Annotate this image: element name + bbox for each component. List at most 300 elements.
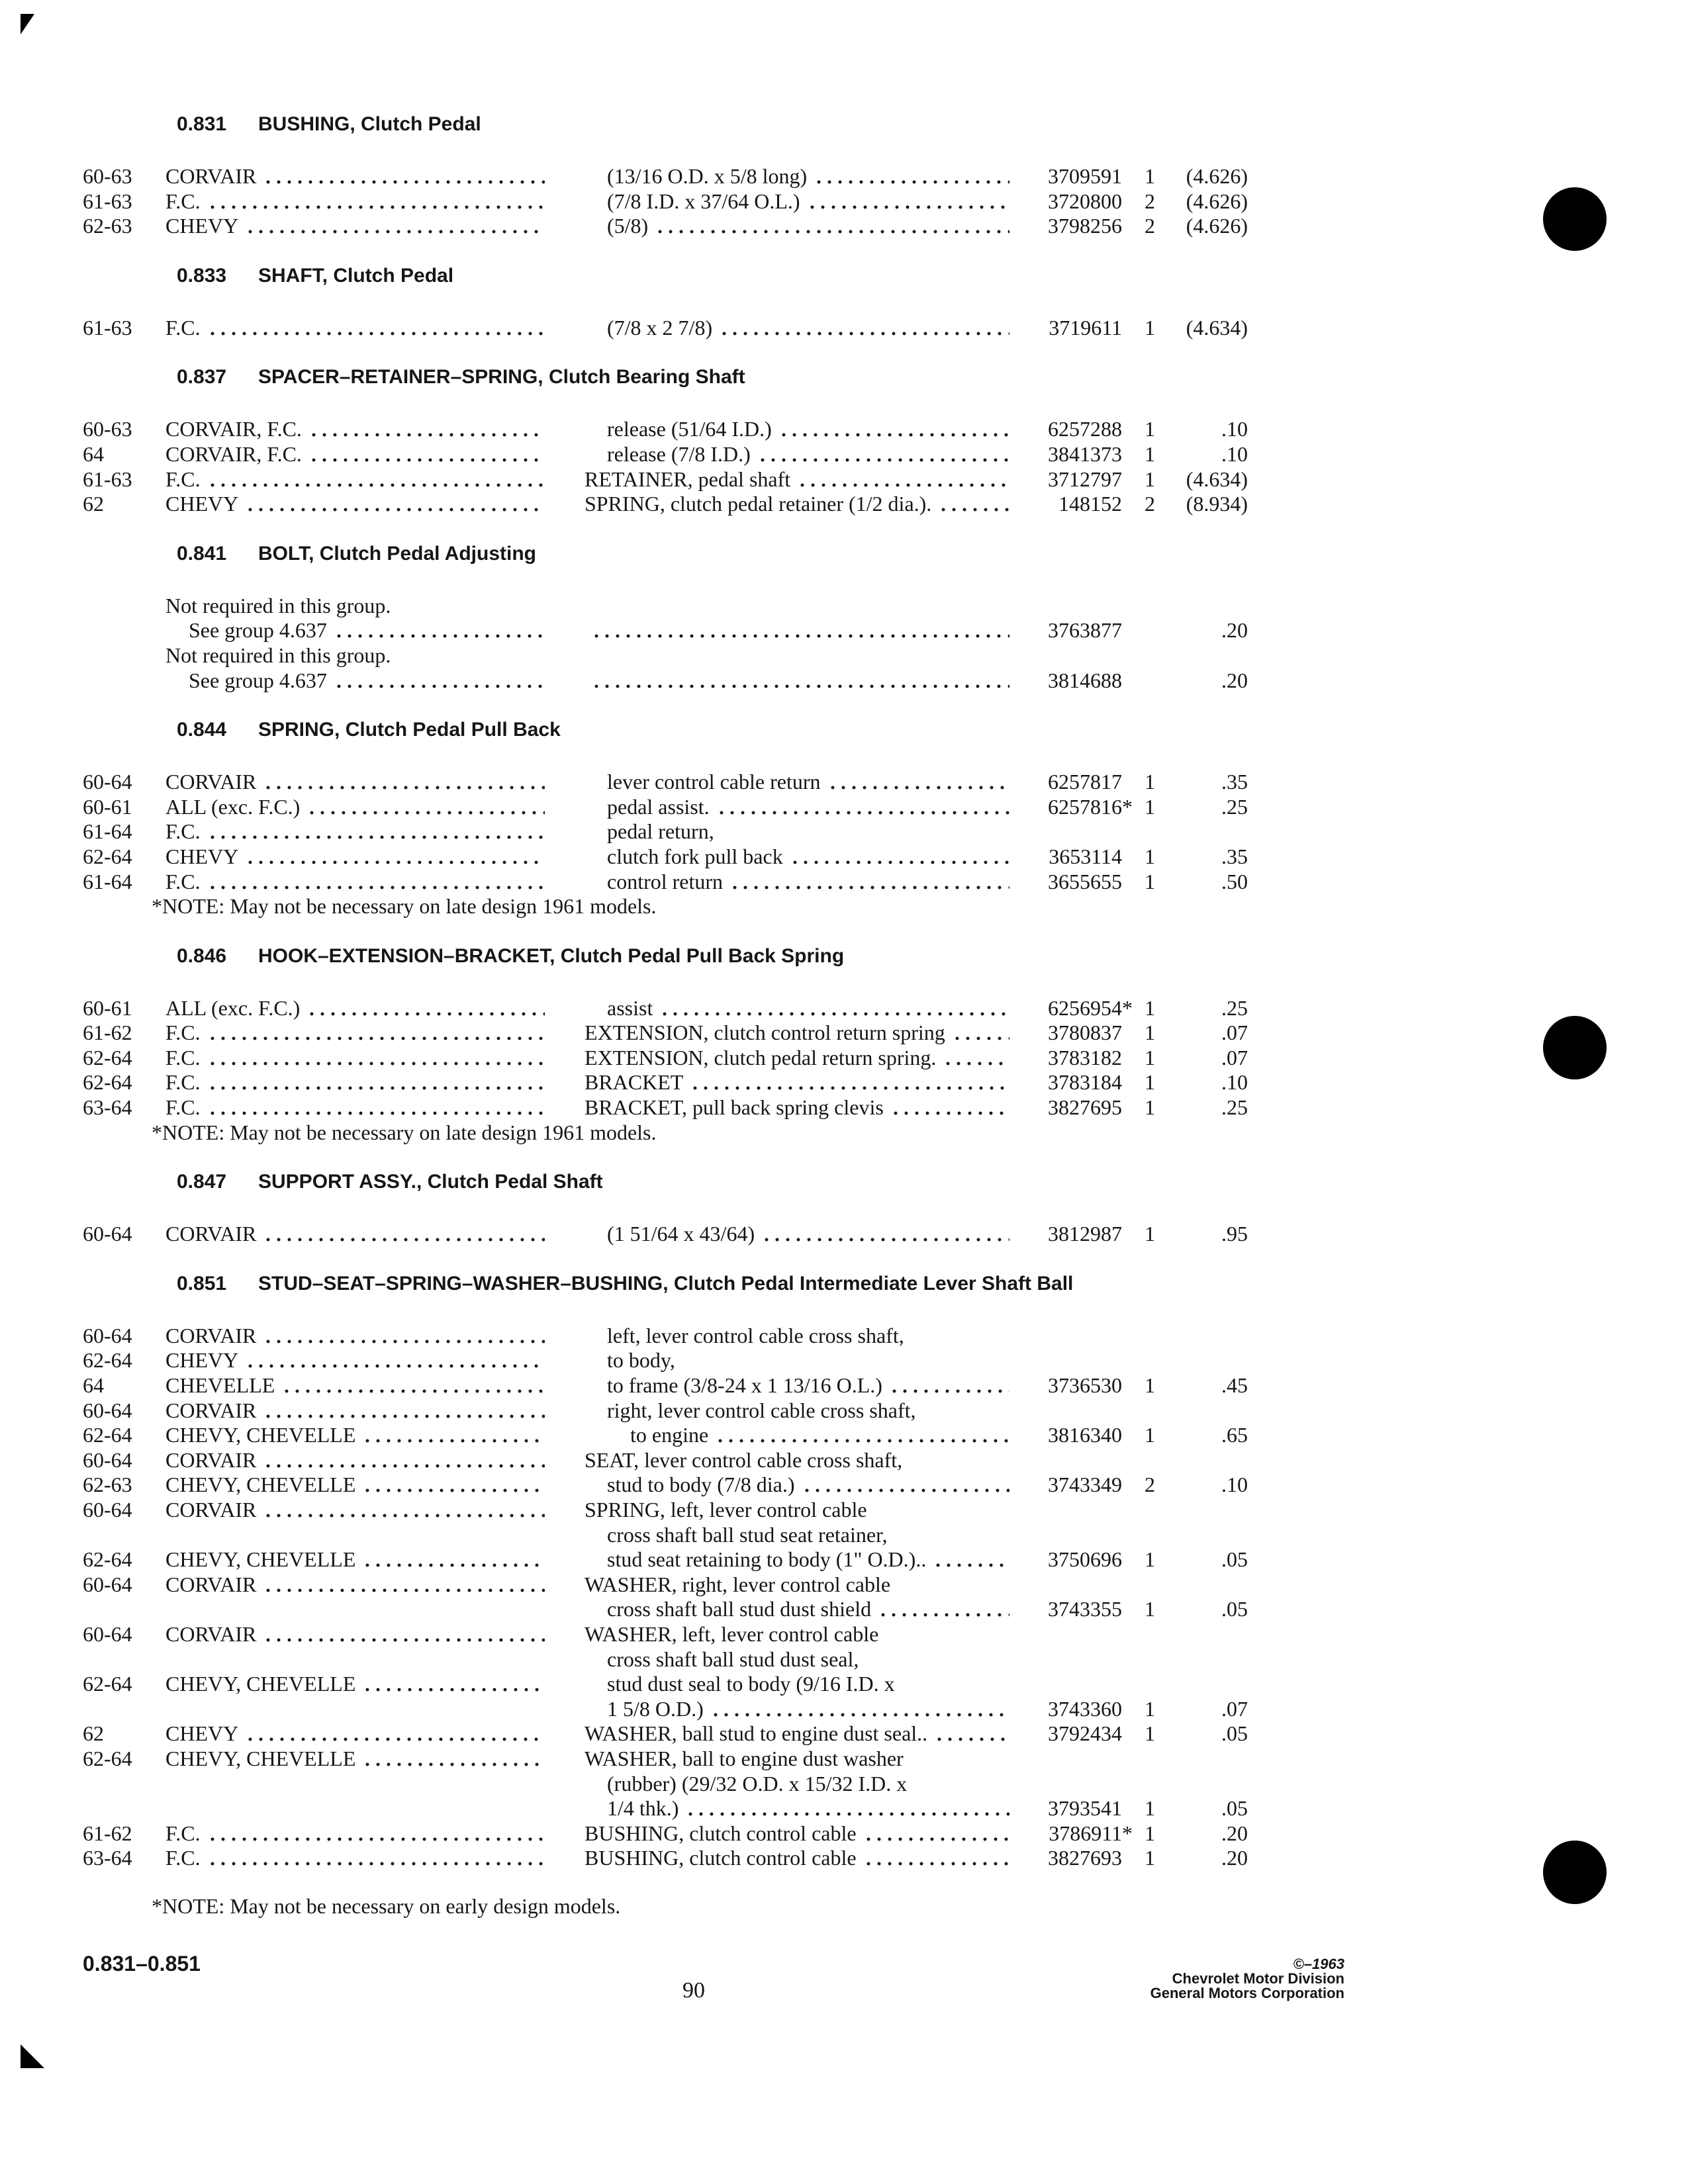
- description: (5/8): [607, 214, 649, 238]
- part-number: 3841373: [1048, 441, 1122, 466]
- parts-row: [0, 1672, 1688, 1697]
- dot-leader: [263, 1448, 545, 1473]
- parts-row: [0, 819, 1688, 844]
- model-name: CHEVY, CHEVELLE: [165, 1423, 356, 1447]
- quantity: 1: [1145, 1696, 1155, 1721]
- description-cell: [607, 870, 1009, 895]
- model-cell: [165, 844, 545, 870]
- model-cell: [165, 189, 545, 214]
- part-number: 3814688: [1048, 668, 1122, 692]
- part-number: 3719611: [1049, 315, 1122, 340]
- part-number: 6257817: [1048, 770, 1122, 794]
- description: WASHER, ball stud to engine dust seal..: [585, 1721, 928, 1746]
- note-row: [0, 1120, 1688, 1146]
- dot-leader: [263, 1572, 545, 1598]
- parts-row: [0, 1721, 1688, 1747]
- quantity: 1: [1145, 467, 1155, 491]
- year-range: 60-61: [83, 995, 132, 1020]
- quantity: 1: [1145, 1095, 1155, 1120]
- section-heading: [0, 1169, 1688, 1195]
- dot-leader: [362, 1747, 545, 1772]
- parts-row: [0, 1821, 1688, 1846]
- part-number: 6256954*: [1048, 995, 1133, 1020]
- description-cell: [585, 1046, 1009, 1071]
- quantity: 1: [1145, 1721, 1155, 1746]
- dot-leader: [245, 844, 545, 870]
- footnote: *NOTE: May not be necessary on late design 1961 models.: [152, 1120, 657, 1144]
- parts-row: [0, 417, 1688, 442]
- price-or-group: .25: [1221, 995, 1248, 1020]
- description: cross shaft ball stud dust shield: [607, 1597, 872, 1621]
- price-or-group: .20: [1221, 1821, 1248, 1845]
- year-range: 62-63: [83, 214, 132, 238]
- parts-row: [0, 1021, 1688, 1046]
- description: release (51/64 I.D.): [607, 417, 772, 441]
- model-name: CHEVY: [165, 1348, 239, 1373]
- year-range: 62-64: [83, 844, 132, 868]
- description-cell: [607, 189, 1009, 214]
- model-cell: [165, 1622, 545, 1647]
- year-range: 61-62: [83, 1821, 132, 1845]
- model-name: See group 4.637: [189, 668, 327, 692]
- part-number: 3720800: [1048, 189, 1122, 213]
- model-name: ALL (exc. F.C.): [165, 995, 301, 1020]
- parts-row: [0, 618, 1688, 643]
- dot-leader: [263, 1222, 545, 1247]
- parts-row: [0, 1572, 1688, 1598]
- model-name: F.C.: [165, 1821, 201, 1845]
- section-title: SHAFT, Clutch Pedal: [258, 264, 454, 287]
- description-cell: [585, 668, 1009, 694]
- model-name: CHEVY: [165, 844, 239, 868]
- price-or-group: .65: [1221, 1423, 1248, 1447]
- description-cell: [607, 1647, 1009, 1672]
- description: 1/4 thk.): [607, 1796, 679, 1821]
- description-cell: [607, 1222, 1009, 1247]
- description: right, lever control cable cross shaft,: [607, 1398, 916, 1422]
- model-cell: [165, 1222, 545, 1247]
- dot-leader: [757, 442, 1009, 467]
- description: BUSHING, clutch control cable: [585, 1821, 857, 1845]
- description: control return: [607, 869, 724, 893]
- model-name: CHEVY: [165, 214, 239, 238]
- description: SPRING, left, lever control cable: [585, 1498, 867, 1522]
- parts-row: [0, 1796, 1688, 1821]
- description: WASHER, ball to engine dust washer: [585, 1746, 904, 1770]
- catalog-section: [0, 541, 1688, 693]
- model-cell: [165, 1021, 545, 1046]
- description-cell: [585, 467, 1009, 492]
- quantity: 1: [1145, 1222, 1155, 1246]
- dot-leader: [207, 1046, 545, 1071]
- section-number: 0.837: [177, 366, 227, 388]
- parts-row: [0, 1772, 1688, 1797]
- part-number: 3827693: [1048, 1846, 1122, 1870]
- section-title: BOLT, Clutch Pedal Adjusting: [258, 542, 536, 565]
- model-cell: [165, 1324, 545, 1349]
- model-name: Not required in this group.: [165, 593, 391, 617]
- description-cell: [607, 795, 1009, 820]
- section-heading: [0, 263, 1688, 289]
- parts-row: [0, 1070, 1688, 1095]
- model-name: CHEVY, CHEVELLE: [165, 1746, 356, 1770]
- model-name: CHEVY: [165, 1721, 239, 1746]
- description-cell: [585, 1095, 1009, 1120]
- description-cell: [585, 1846, 1009, 1871]
- model-cell: [165, 1473, 545, 1498]
- description: SEAT, lever control cable cross shaft,: [585, 1447, 903, 1472]
- parts-row: [0, 467, 1688, 492]
- dot-leader: [207, 189, 545, 214]
- section-heading: [0, 365, 1688, 390]
- description-cell: [585, 1448, 1009, 1473]
- description-cell: [607, 770, 1009, 795]
- corner-registration-mark: [21, 2044, 44, 2068]
- part-number: 3816340: [1048, 1423, 1122, 1447]
- price-or-group: .25: [1221, 794, 1248, 819]
- model-cell: [165, 467, 545, 492]
- parts-row: [0, 1697, 1688, 1722]
- dot-leader: [790, 844, 1009, 870]
- price-or-group: .10: [1221, 417, 1248, 441]
- model-cell: [165, 1348, 545, 1373]
- model-cell: [165, 1846, 545, 1871]
- parts-row: [0, 1473, 1688, 1498]
- section-number: 0.844: [177, 719, 227, 741]
- model-cell: [165, 1423, 545, 1448]
- price-or-group: .07: [1221, 1021, 1248, 1045]
- section-number: 0.841: [177, 542, 227, 565]
- dot-leader: [362, 1473, 545, 1498]
- dot-leader: [207, 870, 545, 895]
- model-name: F.C.: [165, 869, 201, 893]
- description-cell: [607, 1796, 1009, 1821]
- model-cell: [165, 1547, 545, 1572]
- price-or-group: (4.626): [1186, 214, 1248, 238]
- description-cell: [585, 618, 1009, 643]
- year-range: 60-64: [83, 1498, 132, 1522]
- year-range: 60-64: [83, 770, 132, 794]
- part-number: 6257816*: [1048, 794, 1133, 819]
- section-number: 0.831: [177, 113, 227, 135]
- model-cell: [165, 1747, 545, 1772]
- description: (7/8 x 2 7/8): [607, 315, 713, 340]
- model-name: F.C.: [165, 1045, 201, 1069]
- description: stud seat retaining to body (1" O.D.)..: [607, 1547, 927, 1572]
- model-name: CHEVY, CHEVELLE: [165, 1473, 356, 1497]
- model-name: F.C.: [165, 819, 201, 844]
- model-cell: [189, 618, 545, 643]
- parts-row: [0, 1622, 1688, 1647]
- parts-row: [0, 1647, 1688, 1672]
- quantity: 1: [1145, 1796, 1155, 1821]
- dot-leader: [306, 795, 545, 820]
- quantity: 2: [1145, 214, 1155, 238]
- part-number: 3653114: [1049, 844, 1122, 868]
- model-name: CHEVY: [165, 492, 239, 516]
- price-or-group: .45: [1221, 1373, 1248, 1398]
- description-cell: [607, 1324, 1009, 1349]
- dot-leader: [827, 770, 1010, 795]
- dot-leader: [934, 1721, 1009, 1747]
- dot-leader: [334, 618, 545, 643]
- year-range: 61-63: [83, 467, 132, 491]
- dot-leader: [710, 1697, 1009, 1722]
- copyright-corporation: General Motors Corporation: [1150, 1985, 1344, 2001]
- part-number: 3783184: [1048, 1070, 1122, 1095]
- catalog-section: [0, 1169, 1688, 1247]
- year-range: 62-64: [83, 1547, 132, 1572]
- model-name: F.C.: [165, 1021, 201, 1045]
- model-name: ALL (exc. F.C.): [165, 794, 301, 819]
- model-name: Not required in this group.: [165, 643, 391, 667]
- copyright-notice: [1150, 1957, 1344, 2001]
- year-range: 64: [83, 441, 104, 466]
- model-cell: [165, 442, 545, 467]
- catalog-section: [0, 1271, 1688, 1871]
- description: pedal return,: [607, 819, 714, 844]
- parts-row: [0, 1498, 1688, 1523]
- dot-leader: [308, 442, 545, 467]
- parts-row: [0, 1423, 1688, 1448]
- model-name: CORVAIR: [165, 1498, 257, 1522]
- model-cell: [165, 492, 545, 517]
- part-number: 6257288: [1048, 417, 1122, 441]
- note-row: [0, 894, 1688, 919]
- description-cell: [607, 1348, 1009, 1373]
- description-cell: [585, 492, 1009, 517]
- dot-leader: [207, 1070, 545, 1095]
- year-range: 62-64: [83, 1045, 132, 1069]
- copyright-year: ©–1963: [1293, 1956, 1344, 1972]
- year-range: 60-64: [83, 1222, 132, 1246]
- dot-leader: [729, 870, 1009, 895]
- model-name: CORVAIR: [165, 1222, 257, 1246]
- year-range: 60-63: [83, 417, 132, 441]
- year-range: 63-64: [83, 1095, 132, 1120]
- dot-leader: [863, 1821, 1009, 1846]
- parts-row: [0, 844, 1688, 870]
- dot-leader: [952, 1021, 1009, 1046]
- part-number: 3763877: [1048, 618, 1122, 643]
- year-range: 62-64: [83, 1672, 132, 1696]
- parts-row: [0, 1046, 1688, 1071]
- year-range: 60-63: [83, 164, 132, 188]
- description-cell: [607, 1772, 1009, 1797]
- part-number: 3793541: [1048, 1796, 1122, 1821]
- model-cell: [165, 1046, 545, 1071]
- section-heading: [0, 112, 1688, 137]
- parts-row: [0, 316, 1688, 341]
- dot-leader: [655, 214, 1009, 239]
- quantity: 1: [1145, 995, 1155, 1020]
- parts-row: [0, 1747, 1688, 1772]
- model-cell: [165, 164, 545, 189]
- section-number: 0.847: [177, 1171, 227, 1193]
- parts-row: [0, 164, 1688, 189]
- dot-leader: [943, 1046, 1009, 1071]
- description: BRACKET, pull back spring clevis: [585, 1095, 884, 1120]
- model-name: F.C.: [165, 1095, 201, 1120]
- quantity: 1: [1145, 869, 1155, 893]
- description-cell: [585, 1070, 1009, 1095]
- description-cell: [607, 819, 1009, 844]
- year-range: 61-64: [83, 869, 132, 893]
- quantity: 1: [1145, 441, 1155, 466]
- year-range: 61-63: [83, 315, 132, 340]
- quantity: 1: [1145, 1373, 1155, 1398]
- part-number: 3655655: [1048, 869, 1122, 893]
- final-note-row: [0, 1894, 1688, 1919]
- model-cell: [165, 1572, 545, 1598]
- price-or-group: .05: [1221, 1547, 1248, 1572]
- model-cell: [165, 819, 545, 844]
- description: 1 5/8 O.D.): [607, 1696, 704, 1721]
- catalog-section: [0, 944, 1688, 1146]
- part-number: 3709591: [1048, 164, 1122, 188]
- catalog-section: [0, 365, 1688, 516]
- description: to frame (3/8-24 x 1 13/16 O.L.): [607, 1373, 882, 1398]
- year-range: 60-61: [83, 794, 132, 819]
- dot-leader: [207, 1821, 545, 1846]
- price-or-group: .10: [1221, 1070, 1248, 1095]
- description: BUSHING, clutch control cable: [585, 1846, 857, 1870]
- quantity: 2: [1145, 189, 1155, 213]
- model-name: CHEVELLE: [165, 1373, 275, 1398]
- model-cell: [165, 1821, 545, 1846]
- dot-leader: [761, 1222, 1009, 1247]
- parts-row: [0, 1523, 1688, 1548]
- description-cell: [607, 214, 1009, 239]
- parts-row: [0, 870, 1688, 895]
- dot-leader: [362, 1672, 545, 1697]
- dot-leader: [308, 417, 545, 442]
- model-name: F.C.: [165, 467, 201, 491]
- dot-leader: [863, 1846, 1009, 1871]
- footnote: *NOTE: May not be necessary on early design models.: [152, 1893, 621, 1918]
- price-or-group: .05: [1221, 1796, 1248, 1821]
- part-number: 3743349: [1048, 1473, 1122, 1497]
- description: (7/8 I.D. x 37/64 O.L.): [607, 189, 800, 213]
- quantity: 2: [1145, 1473, 1155, 1497]
- quantity: 1: [1145, 315, 1155, 340]
- description-cell: [607, 1373, 1009, 1398]
- dot-leader: [207, 1846, 545, 1871]
- year-range: 62-64: [83, 1746, 132, 1770]
- parts-row: [0, 1373, 1688, 1398]
- year-range: 61-63: [83, 189, 132, 213]
- quantity: 1: [1145, 417, 1155, 441]
- parts-row: [0, 1324, 1688, 1349]
- part-number: 3712797: [1048, 467, 1122, 491]
- model-name: CORVAIR, F.C.: [165, 441, 302, 466]
- description-cell: [607, 164, 1009, 189]
- section-title: SPRING, Clutch Pedal Pull Back: [258, 719, 561, 741]
- catalog-section: [0, 263, 1688, 341]
- price-or-group: .05: [1221, 1597, 1248, 1621]
- year-range: 60-64: [83, 1323, 132, 1347]
- model-name: F.C.: [165, 1846, 201, 1870]
- section-number: 0.833: [177, 264, 227, 287]
- description-cell: [630, 1423, 1009, 1448]
- section-heading: [0, 541, 1688, 567]
- dot-leader: [263, 1324, 545, 1349]
- section-heading: [0, 717, 1688, 743]
- part-number: 148152: [1058, 492, 1122, 516]
- dot-leader: [591, 618, 1009, 643]
- model-cell: [165, 214, 545, 239]
- dot-leader: [245, 1721, 545, 1747]
- model-cell: [165, 594, 545, 619]
- year-range: 60-64: [83, 1572, 132, 1596]
- price-or-group: .20: [1221, 1846, 1248, 1870]
- dot-leader: [802, 1473, 1009, 1498]
- dot-leader: [263, 164, 545, 189]
- dot-leader: [207, 819, 545, 844]
- description: left, lever control cable cross shaft,: [607, 1323, 904, 1347]
- year-range: 64: [83, 1373, 104, 1398]
- quantity: 1: [1145, 770, 1155, 794]
- price-or-group: .35: [1221, 844, 1248, 868]
- description-cell: [607, 844, 1009, 870]
- description: EXTENSION, clutch pedal return spring.: [585, 1045, 937, 1069]
- section-heading: [0, 944, 1688, 969]
- part-number: 3798256: [1048, 214, 1122, 238]
- dot-leader: [889, 1373, 1009, 1398]
- dot-leader: [245, 492, 545, 517]
- dot-leader: [938, 492, 1009, 517]
- description: RETAINER, pedal shaft: [585, 467, 791, 491]
- parts-row: [0, 189, 1688, 214]
- quantity: 1: [1145, 1045, 1155, 1069]
- parts-row: [0, 594, 1688, 619]
- parts-row: [0, 1846, 1688, 1871]
- model-name: CORVAIR: [165, 1572, 257, 1596]
- price-or-group: .07: [1221, 1696, 1248, 1721]
- model-name: F.C.: [165, 1070, 201, 1095]
- part-number: 3736530: [1048, 1373, 1122, 1398]
- description-cell: [607, 316, 1009, 341]
- parts-row: [0, 1222, 1688, 1247]
- model-cell: [165, 1095, 545, 1120]
- model-name: CHEVY, CHEVELLE: [165, 1672, 356, 1696]
- dot-leader: [362, 1423, 545, 1448]
- part-number: 3792434: [1048, 1721, 1122, 1746]
- description: assist: [607, 995, 653, 1020]
- parts-row: [0, 214, 1688, 239]
- parts-row: [0, 492, 1688, 517]
- year-range: 62-64: [83, 1348, 132, 1373]
- model-name: F.C.: [165, 315, 201, 340]
- section-title: BUSHING, Clutch Pedal: [258, 113, 481, 135]
- price-or-group: .20: [1221, 618, 1248, 643]
- year-range: 60-64: [83, 1447, 132, 1472]
- description: WASHER, right, lever control cable: [585, 1572, 891, 1596]
- description-cell: [585, 1622, 1009, 1647]
- catalog-section: [0, 112, 1688, 239]
- model-cell: [165, 1498, 545, 1523]
- parts-row: [0, 1348, 1688, 1373]
- dot-leader: [685, 1796, 1009, 1821]
- description: EXTENSION, clutch control return spring: [585, 1021, 945, 1045]
- model-cell: [165, 417, 545, 442]
- price-or-group: (4.626): [1186, 164, 1248, 188]
- quantity: 1: [1145, 1846, 1155, 1870]
- model-cell: [165, 1448, 545, 1473]
- description: (1 51/64 x 43/64): [607, 1222, 755, 1246]
- year-range: 63-64: [83, 1846, 132, 1870]
- dot-leader: [245, 214, 545, 239]
